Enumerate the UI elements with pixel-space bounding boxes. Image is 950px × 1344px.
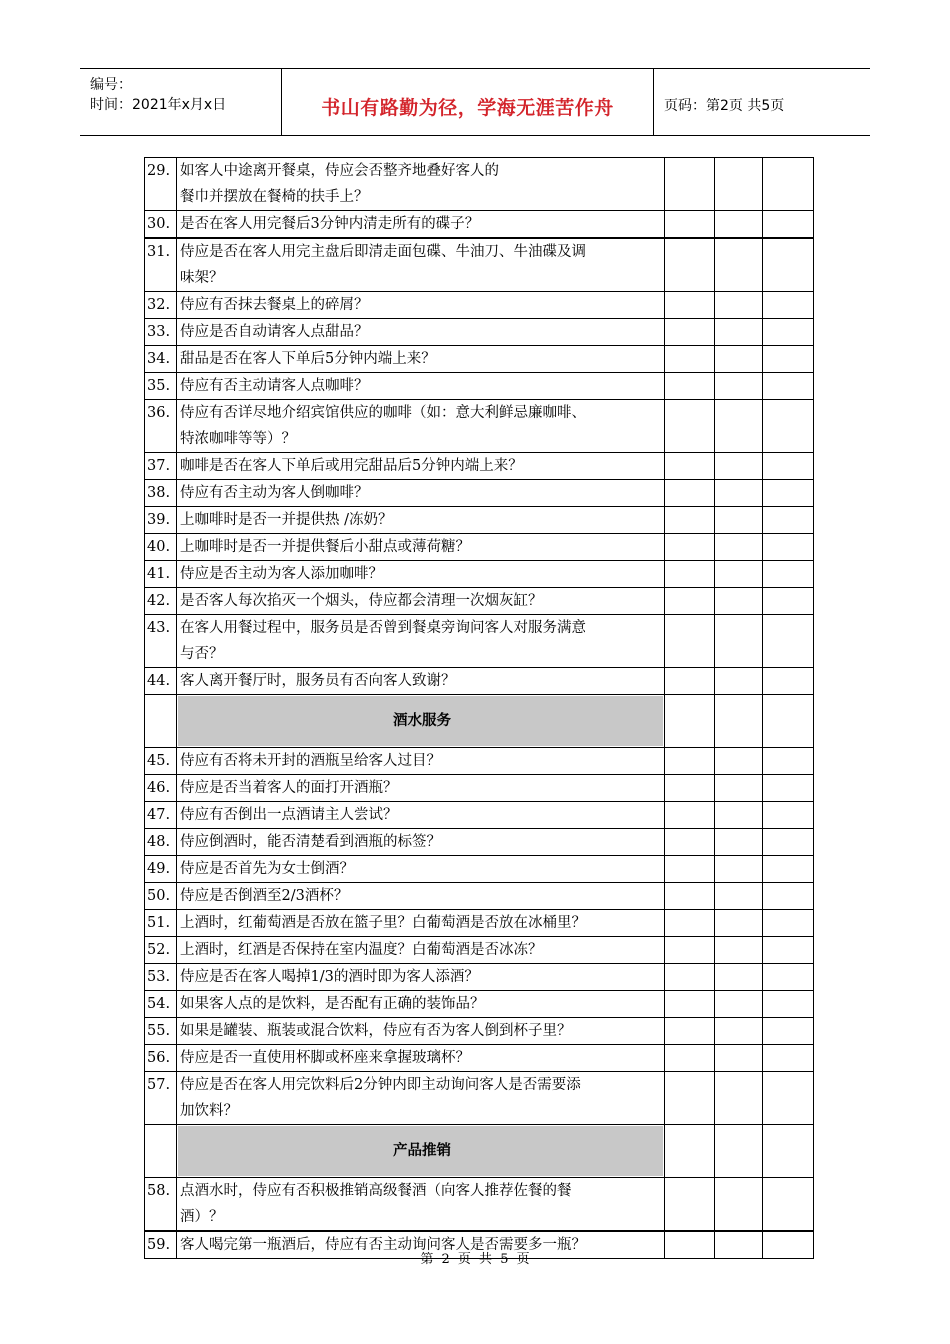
check-cell[interactable]	[715, 856, 763, 883]
checklist-row	[145, 400, 814, 453]
item-number: 37.	[145, 453, 177, 480]
checklist-row	[145, 937, 814, 964]
checklist-row	[145, 480, 814, 507]
check-cell[interactable]	[665, 158, 715, 211]
check-cell[interactable]	[763, 883, 814, 910]
checklist-row	[145, 561, 814, 588]
item-question	[177, 238, 665, 292]
item-question	[177, 534, 665, 561]
item-number: 38.	[145, 480, 177, 507]
question-line: 侍应有否倒出一点酒请主人尝试？	[180, 807, 398, 823]
check-cell[interactable]	[715, 802, 763, 829]
question-line: 侍应有否抹去餐桌上的碎屑？	[180, 297, 369, 313]
check-cell[interactable]	[763, 937, 814, 964]
check-cell[interactable]	[763, 829, 814, 856]
question-line: 上咖啡时是否一并提供热 /冻奶？	[180, 512, 393, 528]
question-line: 侍应是否在客人喝掉1/3的酒时即为客人添酒？	[180, 969, 479, 985]
item-question	[177, 480, 665, 507]
item-question	[177, 373, 665, 400]
check-cell[interactable]	[715, 883, 763, 910]
check-cell[interactable]	[763, 1072, 814, 1125]
check-cell[interactable]	[715, 346, 763, 373]
check-cell[interactable]	[763, 695, 814, 748]
check-cell[interactable]	[665, 534, 715, 561]
checklist-row	[145, 238, 814, 292]
check-cell[interactable]	[763, 991, 814, 1018]
item-number: 40.	[145, 534, 177, 561]
checklist-row	[145, 883, 814, 910]
check-cell[interactable]	[665, 695, 715, 748]
time-label: 时间：2021年x月x日	[90, 97, 227, 113]
item-number: 34.	[145, 346, 177, 373]
checklist-row	[145, 534, 814, 561]
question-line: 侍应是否倒酒至2/3酒杯？	[180, 888, 349, 904]
check-cell[interactable]	[715, 910, 763, 937]
item-number: 43.	[145, 615, 177, 668]
check-cell[interactable]	[715, 1178, 763, 1232]
check-cell[interactable]	[715, 373, 763, 400]
check-cell[interactable]	[763, 534, 814, 561]
question-line: 咖啡是否在客人下单后或用完甜品后5分钟内端上来？	[180, 458, 523, 474]
item-number: 51.	[145, 910, 177, 937]
check-cell[interactable]	[665, 561, 715, 588]
check-cell[interactable]	[763, 400, 814, 453]
item-number: 46.	[145, 775, 177, 802]
checklist-row	[145, 615, 814, 668]
header-page-info: 页码：第2页 共5页	[664, 98, 785, 114]
checklist-row	[145, 373, 814, 400]
question-line: 客人喝完第一瓶酒后，侍应有否主动询问客人是否需要多一瓶？	[180, 1237, 586, 1253]
question-line: 与否？	[180, 646, 224, 662]
checklist-row	[145, 292, 814, 319]
section-header-row	[145, 695, 814, 748]
item-number: 42.	[145, 588, 177, 615]
check-cell[interactable]	[665, 615, 715, 668]
checklist-row	[145, 1018, 814, 1045]
item-question	[177, 453, 665, 480]
item-question	[177, 802, 665, 829]
question-line: 侍应有否详尽地介绍宾馆供应的咖啡（如：意大利鲜忌廉咖啡、	[180, 405, 586, 421]
question-line: 客人离开餐厅时，服务员有否向客人致谢？	[180, 673, 456, 689]
check-cell[interactable]	[763, 561, 814, 588]
question-line: 如客人中途离开餐桌，侍应会否整齐地叠好客人的	[180, 163, 499, 179]
item-question	[177, 292, 665, 319]
question-line: 侍应是否当着客人的面打开酒瓶？	[180, 780, 398, 796]
check-cell[interactable]	[665, 1125, 715, 1178]
item-number: 52.	[145, 937, 177, 964]
check-cell[interactable]	[715, 588, 763, 615]
checklist-row	[145, 319, 814, 346]
item-question	[177, 346, 665, 373]
section-title: 酒水服务	[177, 695, 665, 748]
check-cell[interactable]	[763, 856, 814, 883]
checklist-body	[145, 158, 814, 1259]
check-cell[interactable]	[763, 346, 814, 373]
check-cell[interactable]	[715, 964, 763, 991]
check-cell[interactable]	[763, 373, 814, 400]
question-line: 上酒时，红葡萄酒是否放在篮子里？白葡萄酒是否放在冰桶里？	[180, 915, 586, 931]
check-cell[interactable]	[665, 883, 715, 910]
question-line: 侍应是否自动请客人点甜品？	[180, 324, 369, 340]
check-cell[interactable]	[665, 668, 715, 695]
question-line: 甜品是否在客人下单后5分钟内端上来？	[180, 351, 436, 367]
checklist-row	[145, 802, 814, 829]
check-cell[interactable]	[715, 829, 763, 856]
check-cell[interactable]	[763, 748, 814, 775]
check-cell[interactable]	[715, 1125, 763, 1178]
section-header-row	[145, 1125, 814, 1178]
check-cell[interactable]	[665, 802, 715, 829]
item-question	[177, 991, 665, 1018]
checklist-row	[145, 668, 814, 695]
check-cell[interactable]	[763, 453, 814, 480]
question-line: 上酒时，红酒是否保持在室内温度？白葡萄酒是否冰冻？	[180, 942, 543, 958]
check-cell[interactable]	[665, 1045, 715, 1072]
check-cell[interactable]	[665, 319, 715, 346]
check-cell[interactable]	[763, 480, 814, 507]
check-cell[interactable]	[715, 507, 763, 534]
check-cell[interactable]	[665, 991, 715, 1018]
item-number: 55.	[145, 1018, 177, 1045]
item-question	[177, 748, 665, 775]
check-cell[interactable]	[763, 1045, 814, 1072]
check-cell[interactable]	[665, 748, 715, 775]
item-number: 31.	[145, 238, 177, 292]
item-question	[177, 910, 665, 937]
question-line: 侍应是否主动为客人添加咖啡？	[180, 566, 383, 582]
item-question	[177, 883, 665, 910]
check-cell[interactable]	[665, 829, 715, 856]
check-cell[interactable]	[715, 615, 763, 668]
check-cell[interactable]	[665, 910, 715, 937]
question-line: 加饮料？	[180, 1103, 238, 1119]
checklist-row	[145, 453, 814, 480]
check-cell[interactable]	[715, 292, 763, 319]
checklist-row	[145, 1045, 814, 1072]
checklist-table	[144, 157, 814, 1259]
item-number: 45.	[145, 748, 177, 775]
item-question	[177, 1178, 665, 1232]
item-number: 29.	[145, 158, 177, 211]
check-cell[interactable]	[665, 507, 715, 534]
question-line: 点酒水时，侍应有否积极推销高级餐酒（向客人推荐佐餐的餐	[180, 1183, 572, 1199]
check-cell[interactable]	[715, 400, 763, 453]
check-cell[interactable]	[715, 319, 763, 346]
check-cell[interactable]	[715, 991, 763, 1018]
check-cell[interactable]	[763, 775, 814, 802]
checklist-row	[145, 158, 814, 211]
check-cell[interactable]	[715, 668, 763, 695]
checklist-row	[145, 991, 814, 1018]
checklist-row	[145, 1072, 814, 1125]
header-meta	[90, 75, 226, 115]
check-cell[interactable]	[715, 561, 763, 588]
checklist-row	[145, 829, 814, 856]
item-question	[177, 1018, 665, 1045]
check-cell[interactable]	[715, 158, 763, 211]
question-line: 味架？	[180, 270, 224, 286]
check-cell[interactable]	[763, 238, 814, 292]
checklist-row	[145, 346, 814, 373]
check-cell[interactable]	[763, 964, 814, 991]
check-cell[interactable]	[665, 856, 715, 883]
check-cell[interactable]	[715, 1072, 763, 1125]
number-label: 编号：	[90, 77, 132, 93]
item-number: 36.	[145, 400, 177, 453]
check-cell[interactable]	[763, 588, 814, 615]
question-line: 酒）？	[180, 1209, 224, 1225]
check-cell[interactable]	[763, 668, 814, 695]
check-cell[interactable]	[763, 319, 814, 346]
document-header	[80, 68, 870, 136]
question-line: 侍应倒酒时，能否清楚看到酒瓶的标签？	[180, 834, 441, 850]
question-line: 如果是罐装、瓶装或混合饮料，侍应有否为客人倒到杯子里？	[180, 1023, 572, 1039]
item-number: 50.	[145, 883, 177, 910]
check-cell[interactable]	[665, 1072, 715, 1125]
item-number: 39.	[145, 507, 177, 534]
check-cell[interactable]	[715, 453, 763, 480]
check-cell[interactable]	[715, 238, 763, 292]
item-question	[177, 964, 665, 991]
item-number: 56.	[145, 1045, 177, 1072]
item-question	[177, 158, 665, 211]
checklist-row	[145, 588, 814, 615]
check-cell[interactable]	[763, 211, 814, 239]
item-question	[177, 507, 665, 534]
check-cell[interactable]	[763, 158, 814, 211]
check-cell[interactable]	[715, 775, 763, 802]
check-cell[interactable]	[665, 775, 715, 802]
item-number: 44.	[145, 668, 177, 695]
check-cell[interactable]	[665, 211, 715, 239]
check-cell[interactable]	[715, 480, 763, 507]
question-line: 如果客人点的是饮料，是否配有正确的装饰品？	[180, 996, 485, 1012]
check-cell[interactable]	[763, 292, 814, 319]
check-cell[interactable]	[665, 238, 715, 292]
item-number: 53.	[145, 964, 177, 991]
check-cell[interactable]	[665, 588, 715, 615]
check-cell[interactable]	[763, 802, 814, 829]
header-motto: 书山有路勤为径，学海无涯苦作舟	[321, 97, 614, 119]
checklist-row	[145, 910, 814, 937]
checklist-row	[145, 748, 814, 775]
check-cell[interactable]	[665, 1018, 715, 1045]
section-number-cell	[145, 695, 177, 748]
check-cell[interactable]	[763, 1125, 814, 1178]
checklist-row	[145, 1178, 814, 1232]
item-number: 32.	[145, 292, 177, 319]
item-number: 35.	[145, 373, 177, 400]
item-number: 47.	[145, 802, 177, 829]
checklist-row	[145, 856, 814, 883]
question-line: 侍应是否首先为女士倒酒？	[180, 861, 354, 877]
item-number: 54.	[145, 991, 177, 1018]
check-cell[interactable]	[665, 292, 715, 319]
question-line: 侍应是否一直使用杯脚或杯座来拿握玻璃杯？	[180, 1050, 470, 1066]
item-number: 58.	[145, 1178, 177, 1232]
item-question	[177, 1072, 665, 1125]
item-number: 59.	[145, 1231, 177, 1259]
item-question	[177, 319, 665, 346]
item-question	[177, 588, 665, 615]
section-number-cell	[145, 1125, 177, 1178]
item-question	[177, 400, 665, 453]
check-cell[interactable]	[665, 400, 715, 453]
check-cell[interactable]	[763, 1018, 814, 1045]
item-number: 57.	[145, 1072, 177, 1125]
question-line: 侍应有否将未开封的酒瓶呈给客人过目？	[180, 753, 441, 769]
item-question	[177, 775, 665, 802]
check-cell[interactable]	[763, 507, 814, 534]
check-cell[interactable]	[665, 1178, 715, 1232]
question-line: 上咖啡时是否一并提供餐后小甜点或薄荷糖？	[180, 539, 470, 555]
item-question	[177, 937, 665, 964]
checklist-row	[145, 775, 814, 802]
check-cell[interactable]	[665, 453, 715, 480]
checklist-row	[145, 211, 814, 239]
check-cell[interactable]	[763, 910, 814, 937]
item-question	[177, 668, 665, 695]
question-line: 侍应是否在客人用完饮料后2分钟内即主动询问客人是否需要添	[180, 1077, 581, 1093]
question-line: 侍应是否在客人用完主盘后即清走面包碟、牛油刀、牛油碟及调	[180, 244, 586, 260]
check-cell[interactable]	[665, 480, 715, 507]
check-cell[interactable]	[665, 346, 715, 373]
check-cell[interactable]	[715, 1045, 763, 1072]
section-title: 产品推销	[177, 1125, 665, 1178]
item-number: 33.	[145, 319, 177, 346]
item-question	[177, 615, 665, 668]
check-cell[interactable]	[665, 937, 715, 964]
check-cell[interactable]	[763, 1178, 814, 1232]
check-cell[interactable]	[763, 615, 814, 668]
question-line: 是否在客人用完餐后3分钟内清走所有的碟子？	[180, 216, 480, 232]
check-cell[interactable]	[715, 937, 763, 964]
check-cell[interactable]	[715, 1018, 763, 1045]
check-cell[interactable]	[715, 211, 763, 239]
item-question	[177, 856, 665, 883]
check-cell[interactable]	[665, 373, 715, 400]
checklist-row	[145, 964, 814, 991]
check-cell[interactable]	[715, 534, 763, 561]
item-question	[177, 829, 665, 856]
item-number: 30.	[145, 211, 177, 239]
item-number: 48.	[145, 829, 177, 856]
item-question	[177, 561, 665, 588]
item-number: 49.	[145, 856, 177, 883]
header-divider	[653, 69, 654, 135]
question-line: 在客人用餐过程中，服务员是否曾到餐桌旁询问客人对服务满意	[180, 620, 586, 636]
check-cell[interactable]	[715, 748, 763, 775]
question-line: 侍应有否主动请客人点咖啡？	[180, 378, 369, 394]
check-cell[interactable]	[715, 695, 763, 748]
item-number: 41.	[145, 561, 177, 588]
checklist-row	[145, 507, 814, 534]
question-line: 是否客人每次掐灭一个烟头，侍应都会清理一次烟灰缸？	[180, 593, 543, 609]
item-question	[177, 1045, 665, 1072]
question-line: 侍应有否主动为客人倒咖啡？	[180, 485, 369, 501]
page-footer: 第 2 页 共 5 页	[420, 1252, 530, 1267]
item-question	[177, 211, 665, 239]
check-cell[interactable]	[665, 964, 715, 991]
question-line: 餐巾并摆放在餐椅的扶手上？	[180, 189, 369, 205]
question-line: 特浓咖啡等等）？	[180, 431, 296, 447]
